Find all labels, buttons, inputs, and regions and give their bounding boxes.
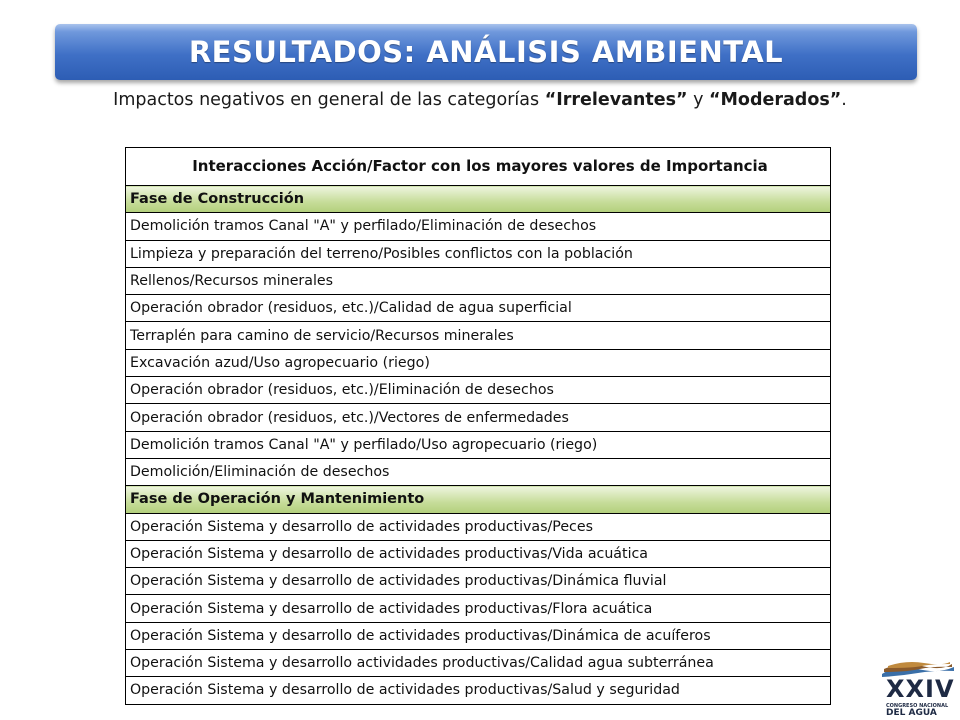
table-row	[126, 349, 831, 376]
phase-row-operacion	[126, 486, 831, 513]
subtitle-prefix: Impactos negativos en general de las categorías	[113, 90, 545, 110]
table-row	[126, 213, 831, 240]
table-cell: Rellenos/Recursos minerales	[126, 267, 831, 294]
table-cell: Excavación azud/Uso agropecuario (riego)	[126, 349, 831, 376]
table-cell: Operación obrador (residuos, etc.)/Calidad de agua superficial	[126, 295, 831, 322]
subtitle-category-irrelevantes: “Irrelevantes”	[544, 90, 688, 110]
table-cell: Demolición/Eliminación de desechos	[126, 458, 831, 485]
subtitle-joiner: y	[687, 90, 710, 110]
subtitle-category-moderados: “Moderados”	[709, 90, 842, 110]
title-banner	[55, 24, 917, 80]
table-header: Interacciones Acción/Factor con los mayores valores de Importancia	[126, 148, 831, 186]
table-cell: Operación Sistema y desarrollo de actividades productivas/Dinámica fluvial	[126, 568, 831, 595]
importance-table-container	[125, 147, 831, 705]
table-cell: Operación obrador (residuos, etc.)/Eliminación de desechos	[126, 377, 831, 404]
table-header-row	[126, 148, 831, 186]
phase-label: Fase de Construcción	[126, 186, 831, 213]
table-row	[126, 267, 831, 294]
table-cell: Operación Sistema y desarrollo de actividades productivas/Salud y seguridad	[126, 677, 831, 704]
table-cell: Operación Sistema y desarrollo de actividades productivas/Vida acuática	[126, 540, 831, 567]
table-row	[126, 240, 831, 267]
logo-roman-numeral: XXIV	[886, 675, 955, 703]
table-row	[126, 540, 831, 567]
logo-text-line2: DEL AGUA	[886, 708, 937, 718]
subtitle-suffix: .	[841, 90, 847, 110]
table-row	[126, 595, 831, 622]
table-row	[126, 513, 831, 540]
importance-table	[125, 147, 831, 705]
subtitle	[0, 90, 960, 110]
page-title: RESULTADOS: ANÁLISIS AMBIENTAL	[188, 35, 784, 69]
table-cell: Operación Sistema y desarrollo de actividades productivas/Flora acuática	[126, 595, 831, 622]
table-row	[126, 322, 831, 349]
table-cell: Demolición tramos Canal "A" y perfilado/Eliminación de desechos	[126, 213, 831, 240]
table-cell: Operación Sistema y desarrollo de actividades productivas/Peces	[126, 513, 831, 540]
table-cell: Operación Sistema y desarrollo actividades productivas/Calidad agua subterránea	[126, 650, 831, 677]
table-row	[126, 650, 831, 677]
table-row	[126, 404, 831, 431]
table-row	[126, 431, 831, 458]
table-cell: Terraplén para camino de servicio/Recursos minerales	[126, 322, 831, 349]
table-cell: Limpieza y preparación del terreno/Posibles conflictos con la población	[126, 240, 831, 267]
phase-row-construccion	[126, 186, 831, 213]
table-row	[126, 458, 831, 485]
phase-label: Fase de Operación y Mantenimiento	[126, 486, 831, 513]
table-row	[126, 622, 831, 649]
congress-logo	[878, 660, 958, 718]
table-row	[126, 377, 831, 404]
table-cell: Operación obrador (residuos, etc.)/Vectores de enfermedades	[126, 404, 831, 431]
table-cell: Demolición tramos Canal "A" y perfilado/Uso agropecuario (riego)	[126, 431, 831, 458]
logo-text-line1: CONGRESO NACIONAL	[886, 703, 949, 709]
table-cell: Operación Sistema y desarrollo de actividades productivas/Dinámica de acuíferos	[126, 622, 831, 649]
table-row	[126, 568, 831, 595]
table-row	[126, 295, 831, 322]
table-row	[126, 677, 831, 704]
